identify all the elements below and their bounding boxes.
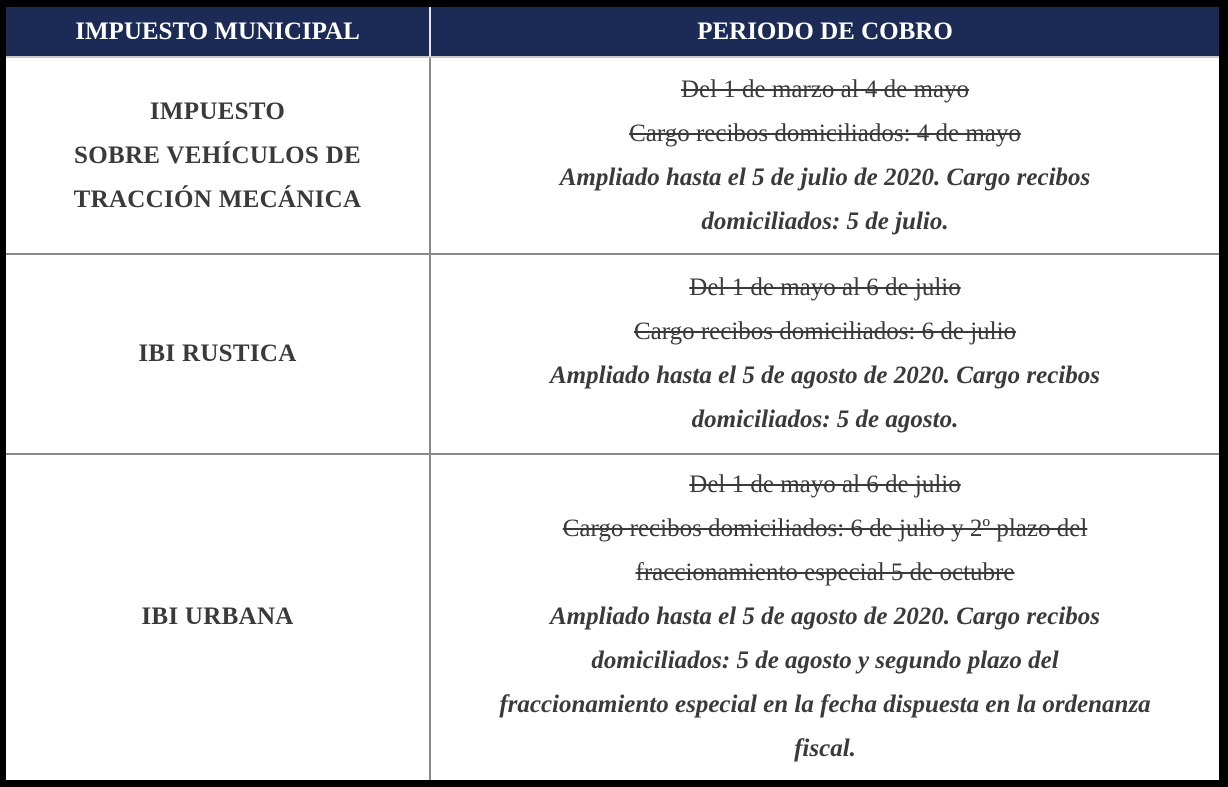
extended-period-text: [431, 354, 1219, 442]
tax-name-cell: [6, 454, 430, 780]
old-period-line: Cargo recibos domiciliados: 4 de mayo: [629, 119, 1021, 147]
tax-name: [6, 332, 429, 376]
extended-period-text: [431, 156, 1219, 244]
tax-schedule-frame: [6, 7, 1219, 780]
extended-period-line: fraccionamiento especial en la fecha dispuesta en la ordenanza: [499, 691, 1151, 719]
tax-name-line: TRACCIÓN MECÁNICA: [73, 185, 362, 213]
table-row: [6, 254, 1219, 453]
period-cell: [430, 57, 1219, 254]
tax-name: [6, 90, 429, 222]
extended-period-line: Ampliado hasta el 5 de julio de 2020. Cargo recibos: [559, 163, 1091, 191]
tax-name-cell: [6, 57, 430, 254]
header-collection-period: PERIODO DE COBRO: [430, 7, 1219, 57]
extended-period-line: fiscal.: [794, 735, 856, 763]
period-cell: [430, 454, 1219, 780]
tax-name-line: IBI RUSTICA: [138, 339, 297, 367]
tax-name-line: IBI URBANA: [141, 603, 294, 631]
tax-name-line: SOBRE VEHÍCULOS DE: [74, 141, 361, 169]
extended-period-text: [431, 595, 1219, 771]
table-header-row: [6, 7, 1219, 57]
period-cell: [430, 254, 1219, 453]
old-period-line: Del 1 de marzo al 4 de mayo: [680, 75, 970, 103]
header-municipal-tax: IMPUESTO MUNICIPAL: [6, 7, 430, 57]
table-row: [6, 454, 1219, 780]
extended-period-line: domiciliados: 5 de julio.: [701, 207, 949, 235]
extended-period-line: domiciliados: 5 de agosto.: [691, 405, 959, 433]
old-period-line: Del 1 de mayo al 6 de julio: [689, 273, 961, 301]
extended-period-line: Ampliado hasta el 5 de agosto de 2020. Cargo recibos: [550, 361, 1100, 389]
old-period-line: Del 1 de mayo al 6 de julio: [689, 471, 961, 499]
table-row: [6, 57, 1219, 254]
tax-schedule-table: [6, 7, 1219, 780]
old-period-line: Cargo recibos domiciliados: 6 de julio: [633, 317, 1017, 345]
extended-period-line: Ampliado hasta el 5 de agosto de 2020. Cargo recibos: [550, 603, 1100, 631]
tax-name-line: IMPUESTO: [149, 97, 286, 125]
old-period-line: fraccionamiento especial 5 de octubre: [635, 559, 1015, 587]
tax-name-cell: [6, 254, 430, 453]
tax-name: [6, 595, 429, 639]
extended-period-line: domiciliados: 5 de agosto y segundo plazo del: [591, 647, 1059, 675]
old-period-line: Cargo recibos domiciliados: 6 de julio y 2º plazo del: [562, 515, 1088, 543]
